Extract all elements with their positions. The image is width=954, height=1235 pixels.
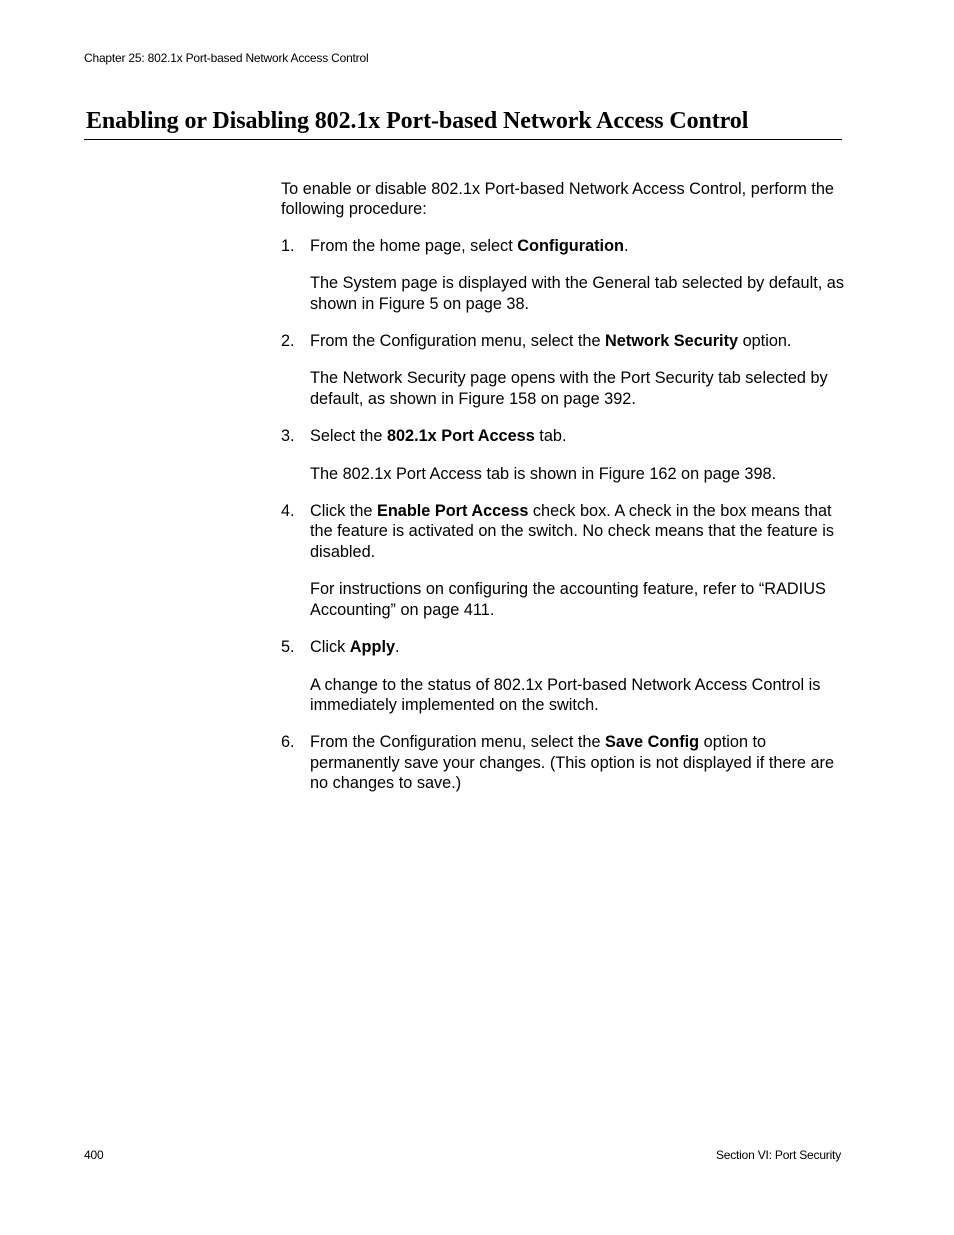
step-instruction <box>310 732 846 793</box>
step-1 <box>281 236 846 314</box>
step-instruction <box>310 236 846 256</box>
step-6 <box>281 732 846 793</box>
ui-term: 802.1x Port Access <box>386 427 535 446</box>
step-number: 5. <box>281 638 295 657</box>
step-text: Click the <box>310 502 377 521</box>
ui-term: Save Config <box>605 733 700 752</box>
ui-term: Apply <box>349 638 396 657</box>
step-text: . <box>623 236 629 255</box>
step-3 <box>281 426 846 484</box>
step-text: . <box>395 638 400 657</box>
body-text <box>281 179 846 811</box>
step-instruction <box>310 331 846 351</box>
procedure-steps <box>281 236 846 794</box>
ui-term: Configuration <box>517 236 624 255</box>
step-note: The System page is displayed with the General tab selected by default, as shown in Figure 5 on page 38. <box>310 274 844 313</box>
running-header: Chapter 25: 802.1x Port-based Network Access Control <box>84 51 369 65</box>
step-note: The 802.1x Port Access tab is shown in Figure 162 on page 398. <box>310 464 777 483</box>
page-number: 400 <box>84 1148 104 1162</box>
section-footer: Section VI: Port Security <box>715 1148 841 1162</box>
step-instruction <box>310 426 846 446</box>
step-5 <box>281 637 846 715</box>
step-2 <box>281 331 846 409</box>
step-number: 2. <box>281 332 295 351</box>
ui-term: Enable Port Access <box>376 502 529 521</box>
step-instruction <box>310 501 846 562</box>
step-number: 6. <box>281 733 295 752</box>
step-text: Select the <box>310 427 387 446</box>
step-text: option. <box>738 332 792 351</box>
step-note: The Network Security page opens with the Port Security tab selected by default, as shown in Figure 158 on page 392. <box>310 369 828 408</box>
step-number: 4. <box>281 502 295 521</box>
step-note: A change to the status of 802.1x Port-based Network Access Control is immediately implemented on the switch. <box>310 675 821 714</box>
title-rule <box>84 139 842 140</box>
step-text: From the home page, select <box>310 236 518 255</box>
section-title: Enabling or Disabling 802.1x Port-based Network Access Control <box>86 108 749 134</box>
step-text: From the Configuration menu, select the <box>310 332 606 351</box>
step-instruction <box>310 637 846 657</box>
step-number: 1. <box>281 236 295 255</box>
step-text: Click <box>310 638 350 657</box>
step-note: For instructions on configuring the accounting feature, refer to “RADIUS Accounting” on page 411. <box>310 580 826 619</box>
ui-term: Network Security <box>605 332 739 351</box>
intro-paragraph: To enable or disable 802.1x Port-based Network Access Control, perform the following procedure: <box>281 180 834 219</box>
step-text: option to permanently save your changes. (This option is not displayed if there are no changes to save.) <box>310 733 834 793</box>
step-text: tab. <box>534 427 567 446</box>
step-4 <box>281 501 846 620</box>
step-text: From the Configuration menu, select the <box>310 733 606 752</box>
step-number: 3. <box>281 427 295 446</box>
step-text: check box. A check in the box means that the feature is activated on the switch. No check means that the feature is disabled. <box>310 502 834 561</box>
